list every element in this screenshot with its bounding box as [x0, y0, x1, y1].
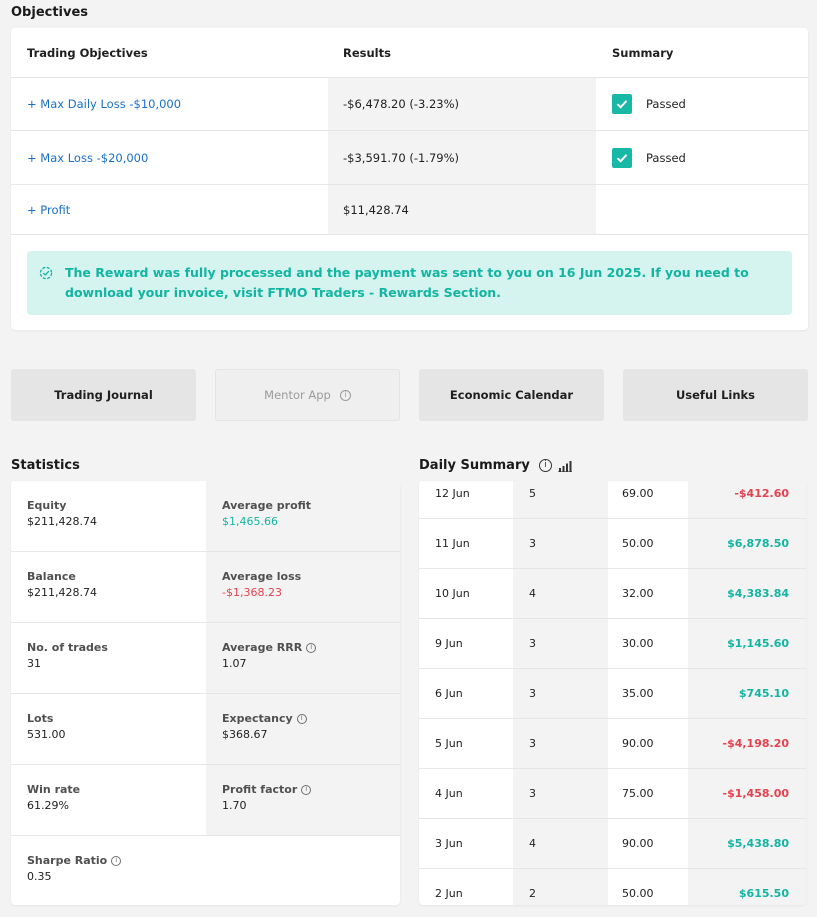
objective-link-max-loss[interactable]: + Max Loss -$20,000	[27, 150, 149, 165]
stat-value: 531.00	[27, 728, 66, 741]
useful-links-label: Useful Links	[675, 388, 756, 402]
stat-label: Equity	[27, 499, 67, 512]
info-icon[interactable]: i	[297, 714, 307, 724]
day-result: $1,145.60	[688, 619, 806, 668]
objective-result: -$6,478.20 (-3.23%)	[328, 78, 596, 130]
daily-summary-header	[419, 458, 572, 473]
day-trades: 3	[513, 719, 608, 768]
stat-label-row	[222, 783, 400, 796]
day-result: -$4,198.20	[688, 719, 806, 768]
objective-result: -$3,591.70 (-1.79%)	[328, 131, 596, 184]
day-lots: 30.00	[622, 637, 654, 650]
stat-value: -$1,368.23	[222, 586, 282, 599]
day-result: -$1,458.00	[688, 769, 806, 818]
objective-row-max-daily-loss	[11, 78, 808, 131]
stat-value: 1.07	[222, 657, 247, 670]
info-icon[interactable]: i	[306, 643, 316, 653]
stat-lots	[11, 694, 206, 765]
stat-label: Average profit	[222, 499, 312, 512]
info-icon[interactable]: i	[301, 785, 311, 795]
day-lots: 50.00	[622, 887, 654, 900]
stat-no-of-trades	[11, 623, 206, 694]
objective-link-profit[interactable]: + Profit	[27, 202, 71, 217]
day-result: $745.10	[688, 669, 806, 718]
objectives-title: Objectives	[11, 5, 89, 20]
objective-summary	[596, 185, 808, 234]
day-lots: 69.00	[622, 487, 654, 500]
stat-value: $368.67	[222, 728, 268, 741]
checkmark-icon	[612, 148, 632, 168]
reward-notice-text[interactable]: The Reward was fully processed and the payment was sent to you on 16 Jun 2025. If you need to download your invoice, visit FTMO Traders - Rewards Section.	[65, 265, 749, 300]
stat-sharpe-ratio	[11, 836, 206, 905]
day-lots: 35.00	[622, 687, 654, 700]
day-lots: 50.00	[622, 537, 654, 550]
day-date: 2 Jun	[435, 887, 463, 900]
day-date: 9 Jun	[435, 637, 463, 650]
day-trades: 4	[513, 569, 608, 618]
stat-balance	[11, 552, 206, 623]
day-date: 5 Jun	[435, 737, 463, 750]
daily-summary-row	[419, 481, 806, 519]
objective-result: $11,428.74	[328, 185, 596, 234]
day-date: 4 Jun	[435, 787, 463, 800]
stat-label: No. of trades	[27, 641, 108, 654]
useful-links-button[interactable]	[623, 369, 808, 421]
stat-label: Expectancy	[222, 712, 293, 725]
day-result: -$412.60	[688, 481, 806, 518]
stat-win-rate	[11, 765, 206, 836]
day-date: 12 Jun	[435, 487, 470, 500]
day-date: 6 Jun	[435, 687, 463, 700]
daily-summary-row	[419, 769, 806, 819]
header-summary: Summary	[612, 45, 674, 60]
stat-profit-factor	[206, 765, 400, 835]
daily-summary-row	[419, 869, 806, 905]
stat-value: 0.35	[27, 870, 52, 883]
day-lots: 90.00	[622, 737, 654, 750]
daily-summary-row	[419, 519, 806, 569]
economic-calendar-button[interactable]	[419, 369, 604, 421]
objective-row-profit	[11, 185, 808, 235]
stat-label: Average loss	[222, 570, 302, 583]
header-trading-objectives: Trading Objectives	[27, 45, 148, 60]
info-icon[interactable]: i	[340, 390, 351, 401]
summary-passed-label: Passed	[646, 97, 686, 111]
summary-passed-label: Passed	[646, 150, 686, 165]
day-result: $5,438.80	[688, 819, 806, 868]
day-lots: 90.00	[622, 837, 654, 850]
day-result: $615.50	[688, 869, 806, 905]
verified-icon	[39, 266, 53, 280]
stat-value: 61.29%	[27, 799, 69, 812]
daily-summary-row	[419, 569, 806, 619]
daily-summary-card	[419, 481, 806, 905]
objectives-header-row	[11, 28, 808, 78]
day-date: 3 Jun	[435, 837, 463, 850]
reward-notice	[27, 251, 792, 315]
stat-label: Lots	[27, 712, 54, 725]
economic-calendar-label: Economic Calendar	[449, 388, 574, 402]
daily-summary-title: Daily Summary	[419, 458, 530, 473]
day-lots: 75.00	[622, 787, 654, 800]
stat-label: Profit factor	[222, 783, 298, 796]
stat-average-rrr	[206, 623, 400, 694]
stat-label: Average RRR	[222, 641, 303, 654]
day-trades: 3	[513, 669, 608, 718]
daily-summary-row	[419, 619, 806, 669]
stat-value: $211,428.74	[27, 586, 97, 599]
day-trades: 3	[513, 519, 608, 568]
mentor-app-button[interactable]	[215, 369, 400, 421]
stat-value: $211,428.74	[27, 515, 97, 528]
daily-summary-row	[419, 669, 806, 719]
day-trades: 2	[513, 869, 608, 905]
trading-journal-button[interactable]	[11, 369, 196, 421]
objective-summary	[596, 78, 808, 130]
statistics-card	[11, 481, 400, 905]
objectives-card	[11, 28, 808, 330]
info-icon[interactable]: i	[539, 459, 552, 472]
mentor-app-label: Mentor App	[264, 388, 331, 402]
stat-label: Balance	[27, 570, 76, 583]
bar-chart-icon[interactable]	[558, 460, 572, 472]
stat-average-profit	[206, 481, 400, 552]
stat-equity	[11, 481, 206, 552]
day-trades: 3	[513, 769, 608, 818]
day-date: 10 Jun	[435, 587, 470, 600]
objective-row-max-loss	[11, 131, 808, 185]
stat-value: $1,465.66	[222, 515, 278, 528]
day-result: $4,383.84	[688, 569, 806, 618]
day-date: 11 Jun	[435, 537, 470, 550]
objective-summary	[596, 131, 808, 184]
stat-label: Win rate	[27, 783, 81, 796]
stat-average-loss	[206, 552, 400, 623]
info-icon[interactable]: i	[111, 856, 121, 866]
stat-label: Sharpe Ratio	[27, 854, 108, 867]
objective-link-max-daily-loss[interactable]: + Max Daily Loss -$10,000	[27, 97, 182, 111]
stat-expectancy	[206, 694, 400, 765]
daily-summary-row	[419, 819, 806, 869]
statistics-title: Statistics	[11, 458, 80, 473]
trading-journal-label: Trading Journal	[54, 388, 153, 402]
stat-value: 31	[27, 657, 41, 670]
day-result: $6,878.50	[688, 519, 806, 568]
checkmark-icon	[612, 94, 632, 114]
daily-summary-row	[419, 719, 806, 769]
day-lots: 32.00	[622, 587, 654, 600]
day-trades: 4	[513, 819, 608, 868]
day-trades: 5	[513, 481, 608, 518]
stat-label-row	[27, 854, 206, 867]
header-results: Results	[343, 45, 391, 60]
stat-label-row	[222, 641, 400, 654]
stat-value: 1.70	[222, 799, 247, 812]
day-trades: 3	[513, 619, 608, 668]
stat-label-row	[222, 712, 400, 725]
